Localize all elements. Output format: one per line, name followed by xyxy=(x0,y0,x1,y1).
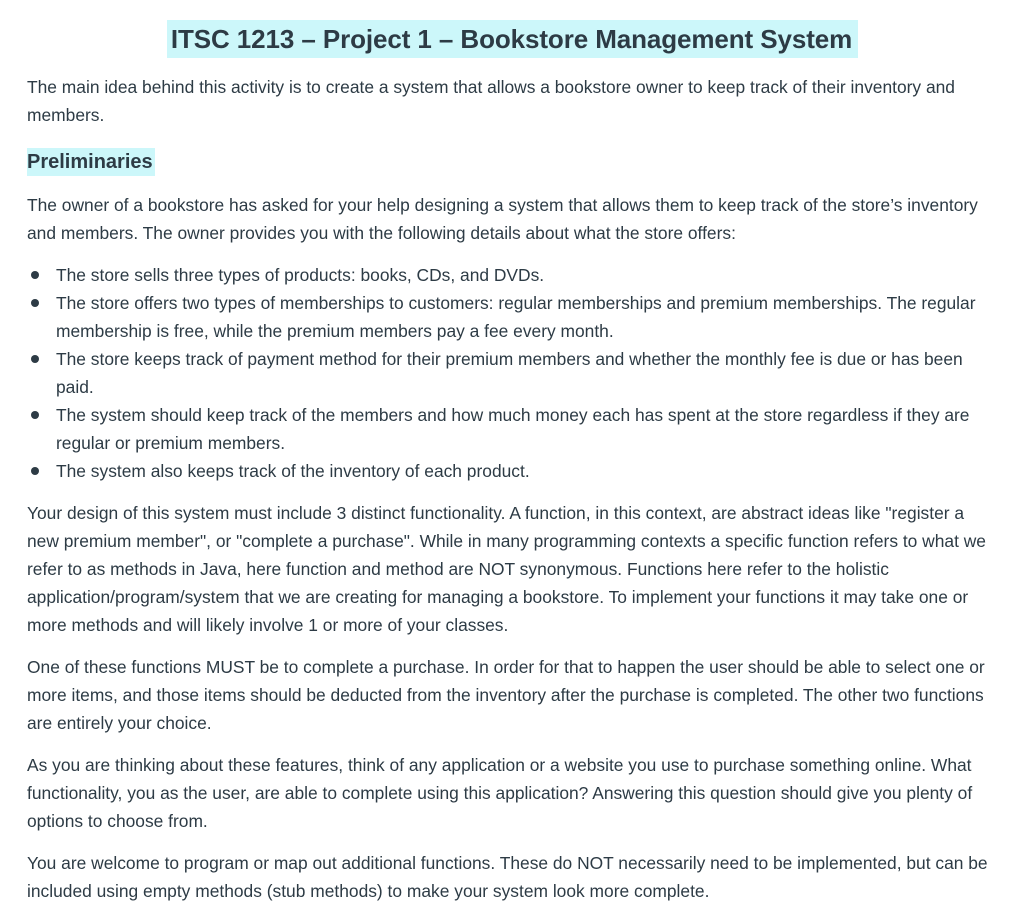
welcome-paragraph: You are welcome to program or map out additional functions. These do NOT necessarily need to be implemented, but can be included using empty methods (stub methods) to make your system look more complete. xyxy=(27,853,988,901)
list-item xyxy=(56,457,998,485)
bullet-icon xyxy=(31,299,39,307)
list-item xyxy=(56,289,998,345)
list-item-text: The store offers two types of memberships to customers: regular memberships and premium memberships. The regular membership is free, while the premium members pay a fee every month. xyxy=(56,293,976,341)
owner-paragraph: The owner of a bookstore has asked for your help designing a system that allows them to keep track of the store’s inventory and members. The owner provides you with the following details about what the store offers: xyxy=(27,195,978,243)
requirements-list xyxy=(27,261,998,485)
list-item xyxy=(56,401,998,457)
bullet-icon xyxy=(31,271,39,279)
list-item-text: The system should keep track of the members and how much money each has spent at the store regardless if they are regular or premium members. xyxy=(56,405,970,453)
list-item-text: The store sells three types of products: books, CDs, and DVDs. xyxy=(56,265,545,285)
title-container xyxy=(27,20,998,58)
intro-paragraph: The main idea behind this activity is to create a system that allows a bookstore owner to keep track of their inventory and members. xyxy=(27,77,955,125)
list-item-text: The store keeps track of payment method for their premium members and whether the monthly fee is due or has been paid. xyxy=(56,349,963,397)
page-title: ITSC 1213 – Project 1 – Bookstore Management System xyxy=(167,20,858,58)
design-paragraph: Your design of this system must include 3 distinct functionality. A function, in this context, are abstract ideas like "register a new premium member", or "complete a purchase". While in many programming contexts a specific function refers to what we refer to as methods in Java, here function and method are NOT synonymous. Functions here refer to the holistic application/program/system that we are creating for managing a bookstore. To implement your functions it may take one or more methods and will likely involve 1 or more of your classes. xyxy=(27,503,986,635)
list-item xyxy=(56,345,998,401)
bullet-icon xyxy=(31,467,39,475)
list-item xyxy=(56,261,998,289)
think-paragraph: As you are thinking about these features, think of any application or a website you use to purchase something online. What functionality, you as the user, are able to complete using this application? Answering this question should give you plenty of options to choose from. xyxy=(27,755,973,831)
list-item-text: The system also keeps track of the inventory of each product. xyxy=(56,461,530,481)
bullet-icon xyxy=(31,411,39,419)
bullet-icon xyxy=(31,355,39,363)
preliminaries-heading: Preliminaries xyxy=(27,148,155,176)
purchase-paragraph: One of these functions MUST be to complete a purchase. In order for that to happen the user should be able to select one or more items, and those items should be deducted from the inventory after the purchase is completed. The other two functions are entirely your choice. xyxy=(27,657,985,733)
